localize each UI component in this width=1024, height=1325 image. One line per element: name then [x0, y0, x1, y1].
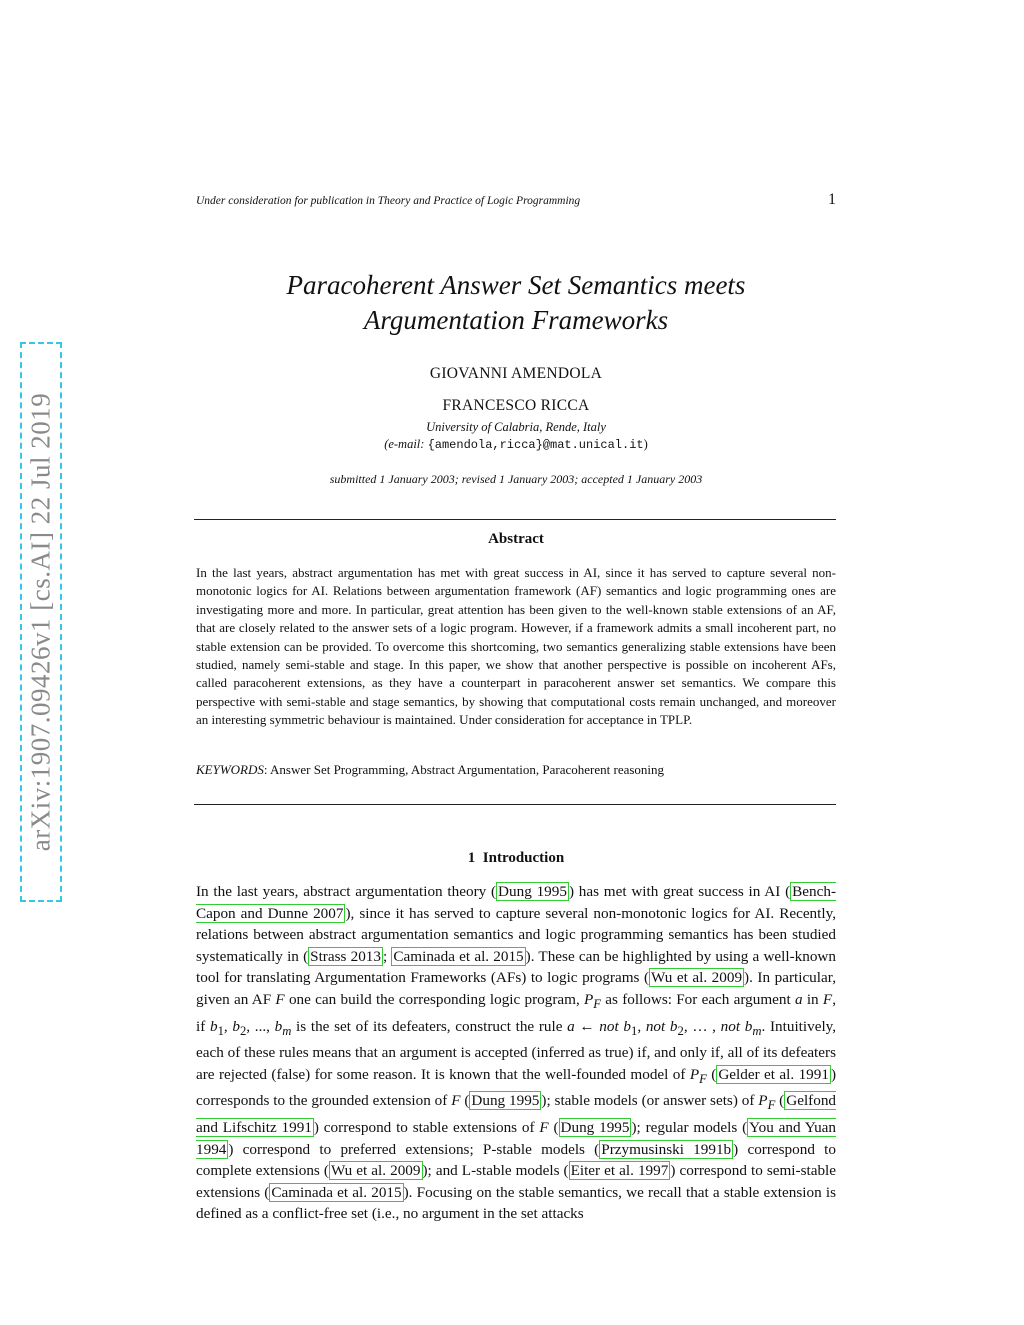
title-line-1: Paracoherent Answer Set Semantics meets — [286, 270, 746, 300]
email-suffix: ) — [643, 437, 648, 451]
author-1: GIOVANNI AMENDOLA — [429, 365, 603, 382]
citation-link[interactable]: Caminada et al. 2015 — [271, 1183, 402, 1201]
citation-link[interactable]: Gelder et al. 1991 — [718, 1065, 829, 1083]
keywords — [196, 762, 836, 778]
citation-link[interactable]: Strass 2013 — [310, 947, 381, 965]
affiliation: University of Calabria, Rende, Italy — [426, 420, 606, 434]
citation-link[interactable]: Dung 1995 — [560, 1119, 630, 1137]
email-address[interactable]: {amendola,ricca}@mat.unical.it — [427, 438, 644, 452]
citation-link[interactable]: Bench-Capon and Dunne 2007 — [196, 883, 836, 922]
email-prefix: (e-mail: — [384, 437, 428, 451]
abstract-text: In the last years, abstract argumentation has met with great success in AI, since it has served to capture several non-monotonic logics for AI. Relations between argumentation framework (AF) semantics and logic programming ones are investigating more and more. In particular, great attention has been given to the well-known stable extensions of an AF, that are closely related to the answer sets of a logic program. However, if a framework admits a small incoherent part, no stable extension can be provided. To overcome this shortcoming, two semantics generalizing stable extensions have been studied, namely semi-stable and stage. In this paper, we show that another perspective is possible on incoherent AFs, called paracoherent extensions, as they have a counterpart in paracoherent answer set semantics. We compare this perspective with semi-stable and stage semantics, by showing that computational costs remain unchanged, and moreover an interesting symmetric behaviour is maintained. Under consideration for acceptance in TPLP. — [196, 565, 836, 728]
page-number: 1 — [828, 191, 836, 208]
submission-dates: submitted 1 January 2003; revised 1 January 2003; accepted 1 January 2003 — [329, 472, 703, 486]
running-head: Under consideration for publication in Theory and Practice of Logic Programming — [196, 195, 581, 207]
introduction-paragraph: In the last years, abstract argumentation theory ( Dung 1995 ) has met with great success in AI ( Bench-Capon and Dunne 2007 ), since it has served to capture several non-monotonic logics for AI. Recently, relations between abstract argumentation semantics and logic programming semantics has been studied systematically in ( Strass 2013 ; Caminada et al. 2015 ). These can be highlighted by using a well-known tool for translating Argumentation Frameworks (AFs) to logic programs ( Wu et al. 2009 ). In particular, given an AF F one can build the corresponding logic program, $P_F$ as follows: For each argument a in F, if $b_1$, $b_2$, ..., $b_m$ is the set of its defeaters, construct the rule a ← not $b_1$, not $b_2$, … , not $b_m$. Intuitively, each of these rules means that an argument is accepted (inferred as true) if, and only if, all of its defeaters are rejected (false) for some reason. It is known that the well-founded model of $P_F$ ( Gelder et al. 1991 ) corresponds to the grounded extension of F ( Dung 1995 ); stable models (or answer sets) of $P_F$ ( Gelfond and Lifschitz 1991 ) correspond to stable extensions of F ( Dung 1995 ); regular models ( You and Yuan 1994 ) correspond to preferred extensions; P-stable models ( Przymusinski 1991b ) correspond to complete extensions ( Wu et al. 2009 ); and L-stable models ( Eiter et al. 1997 ) correspond to semi-stable extensions ( Caminada et al. 2015 ). Focusing on the stable semantics, we recall that a stable extension is defined as a conflict-free set (i.e., no argument in the set attacks — [196, 883, 837, 1223]
abstract-heading: Abstract — [488, 531, 544, 547]
paper-title — [196, 268, 836, 338]
citation-link[interactable]: You and Yuan 1994 — [196, 1119, 836, 1158]
keywords-label: KEYWORDS — [196, 762, 264, 777]
title-line-2: Argumentation Frameworks — [363, 305, 669, 335]
citation-link[interactable]: Gelfond and Lifschitz 1991 — [196, 1092, 837, 1137]
abstract-bottom-rule — [194, 804, 836, 805]
section-heading — [196, 850, 836, 867]
citation-link[interactable]: Dung 1995 — [498, 883, 567, 900]
citation-link[interactable]: Caminada et al. 2015 — [393, 947, 524, 965]
arxiv-stamp[interactable] — [20, 342, 62, 902]
citation-link[interactable]: Dung 1995 — [471, 1092, 540, 1110]
citation-link[interactable]: Przymusinski 1991b — [601, 1140, 732, 1158]
citation-link[interactable]: Wu et al. 2009 — [330, 1162, 421, 1180]
keywords-text: : Answer Set Programming, Abstract Argumentation, Paracoherent reasoning — [263, 762, 665, 777]
arxiv-stamp-text: arXiv:1907.09426v1 [cs.AI] 22 Jul 2019 — [25, 392, 56, 852]
abstract-top-rule — [194, 519, 836, 520]
citation-link[interactable]: Eiter et al. 1997 — [570, 1162, 669, 1180]
section-title: Introduction — [482, 850, 565, 866]
email-line — [196, 437, 836, 452]
author-2: FRANCESCO RICCA — [442, 397, 590, 414]
section-number: 1 — [467, 850, 476, 866]
citation-link[interactable]: Wu et al. 2009 — [651, 969, 743, 987]
